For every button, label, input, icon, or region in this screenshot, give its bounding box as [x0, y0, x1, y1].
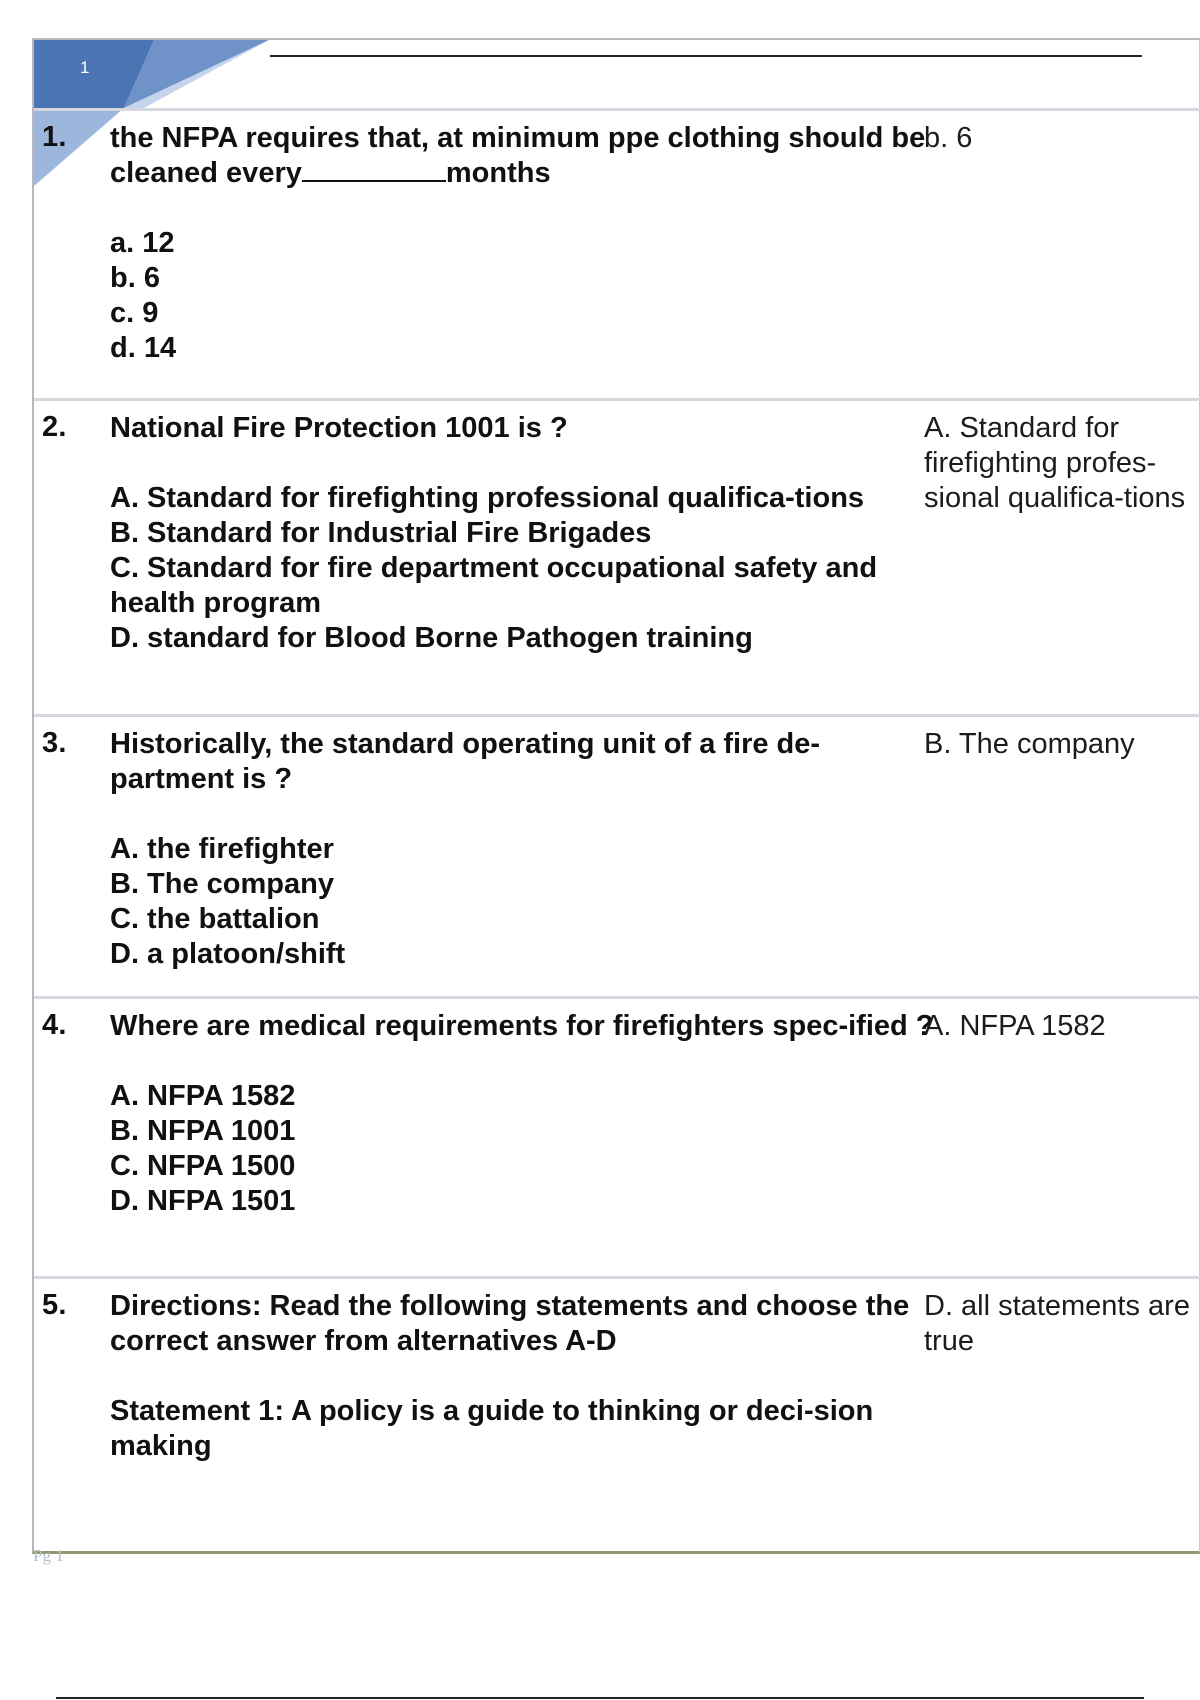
option: C. NFPA 1500 [110, 1150, 296, 1182]
answer-cell: b. 6 [924, 122, 973, 154]
option: B. The company [110, 868, 334, 900]
question-text: Directions: Read the following statements and choose the correct answer from alternatives A-D [110, 1290, 910, 1357]
option: D. a platoon/shift [110, 938, 346, 970]
question-number: 3. [42, 727, 67, 759]
answer-blank [302, 156, 446, 182]
option: C. Standard for fire department occupational safety and health program [110, 552, 878, 619]
question-body [110, 727, 940, 972]
page-footer-label: Pg 1 [33, 1546, 64, 1565]
option: D. NFPA 1501 [110, 1185, 296, 1217]
option-list [110, 832, 940, 972]
option: B. NFPA 1001 [110, 1115, 296, 1147]
bottom-rule [56, 1697, 1144, 1699]
header-rule [270, 55, 1142, 57]
option: D. standard for Blood Borne Pathogen training [110, 622, 753, 654]
option-list [110, 226, 940, 366]
option-list [110, 1394, 940, 1464]
option: a. 12 [110, 227, 175, 259]
question-text: Historically, the standard operating unit of a fire de-partment is ? [110, 728, 821, 795]
question-text: Where are medical requirements for firefighters spec-ified ? [110, 1010, 934, 1042]
option: A. NFPA 1582 [110, 1080, 296, 1112]
option: b. 6 [110, 262, 160, 294]
question-number: 4. [42, 1009, 67, 1041]
question-text-after: months [445, 157, 551, 189]
question-number: 1. [42, 121, 67, 153]
question-text-before: the NFPA requires that, at minimum ppe clothing should be cleaned every [110, 122, 926, 189]
answer-cell: A. Standard for firefighting profes-sional qualifica-tions [924, 412, 1186, 514]
option: B. Standard for Industrial Fire Brigades [110, 517, 652, 549]
answer-cell: B. The company [924, 728, 1135, 760]
option: A. the firefighter [110, 833, 334, 865]
question-row-4 [34, 996, 1200, 1276]
question-number: 2. [42, 411, 67, 443]
question-number: 5. [42, 1289, 67, 1321]
question-body [110, 1289, 940, 1464]
question-row-3 [34, 714, 1200, 996]
question-body [110, 1009, 940, 1219]
question-body [110, 121, 940, 366]
question-text: National Fire Protection 1001 is ? [110, 412, 568, 444]
option: A. Standard for firefighting professional qualifica-tions [110, 482, 865, 514]
option: C. the battalion [110, 903, 320, 935]
question-body [110, 411, 940, 656]
page-number: 1 [80, 58, 90, 77]
option-list [110, 1079, 940, 1219]
answer-cell: A. NFPA 1582 [924, 1010, 1106, 1042]
question-text [110, 121, 940, 191]
option-list [110, 481, 940, 656]
question-row-5 [34, 1276, 1200, 1548]
question-row-1 [34, 108, 1200, 398]
answer-cell: D. all statements are true [924, 1290, 1190, 1357]
option: d. 14 [110, 332, 177, 364]
question-row-2 [34, 398, 1200, 714]
statement: Statement 1: A policy is a guide to thinking or deci-sion making [110, 1395, 874, 1462]
option: c. 9 [110, 297, 159, 329]
